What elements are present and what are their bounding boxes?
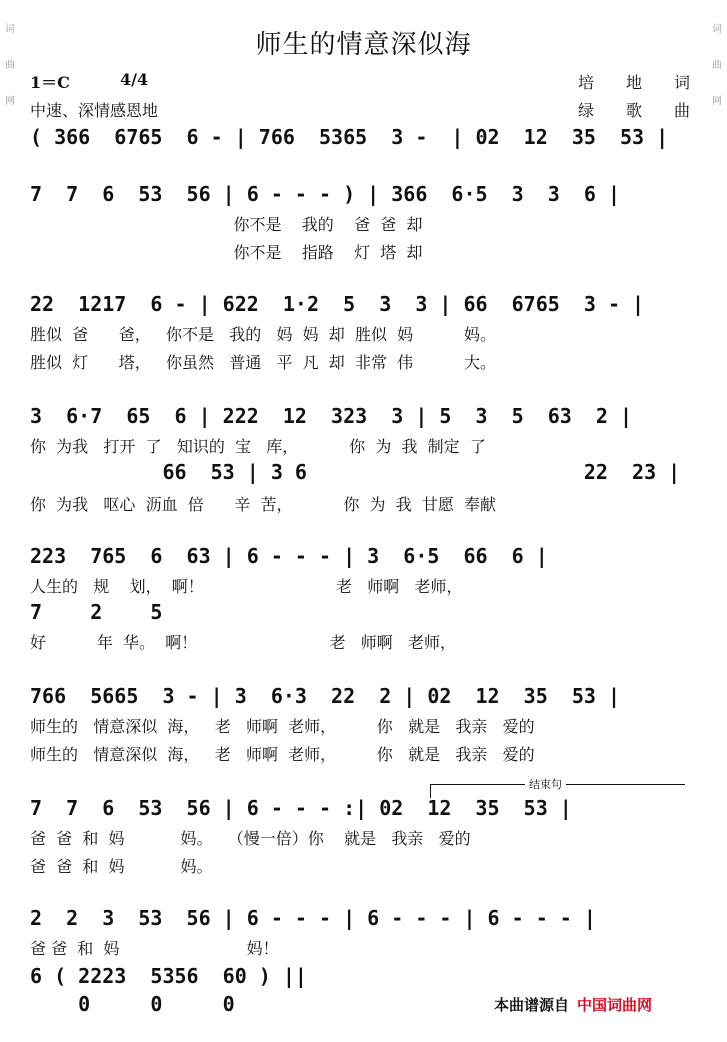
notation-row-4: 3 6·7 65 6 | 222 12 323 3 | 5 3 5 63 2 | [30,404,633,428]
notation-row-3: 22 1217 6 - | 622 1·2 5 3 3 | 66 6765 3 - | [30,292,645,316]
watermark-right: 词 曲 网 [712,24,722,107]
tempo-marking: 中速、深情感恩地 [30,101,159,120]
lyric-row-4-alt: 你 为我 呕心 沥血 倍 辛 苦， 你 为 我 甘愿 奉献 [30,495,497,514]
lyricist-credit: 培 地 词 [578,73,691,92]
lyric-row-7-verse-1: 爸 爸 和 妈 妈。 （慢一倍）你 就是 我亲 爱的 [30,829,471,848]
composer-credit: 绿 歌 曲 [578,101,691,120]
ending-label: 结束句 [525,776,566,792]
notation-row-5: 223 765 6 63 | 6 - - - | 3 6·5 66 6 | [30,544,548,568]
source-brand-link[interactable]: 中国词曲网 [577,996,653,1014]
notation-row-5-alt: 7 2 5 [30,600,163,624]
lyric-row-4: 你 为我 打开 了 知识的 宝 库， 你 为 我 制定 了 [30,437,486,456]
source-prefix: 本曲谱源自 [494,996,570,1014]
notation-row-4-alt: 66 53 | 3 6 22 23 | [30,460,681,484]
notation-row-2: 7 7 6 53 56 | 6 - - - ) | 366 6·5 3 3 6 | [30,182,621,206]
lyric-row-8: 爸 爸 和 妈 妈！ [30,939,279,958]
lyric-row-3-verse-2: 胜似 灯 塔， 你虽然 普通 平 凡 却 非常 伟 大。 [30,353,497,372]
notation-row-1: ( 366 6765 6 - | 766 5365 3 - | 02 12 35 53 | [30,125,669,149]
lyric-row-2-verse-1: 你不是 我的 爸 爸 却 [30,215,423,234]
notation-row-9: 6 ( 2223 5356 60 ) || [30,964,307,988]
lyric-row-3-verse-1: 胜似 爸 爸， 你不是 我的 妈 妈 却 胜似 妈 妈。 [30,325,497,344]
notation-row-9-lower: 0 0 0 [30,992,235,1016]
key-signature: 1＝C [30,73,70,92]
lyric-row-5: 人生的 规 划， 啊！ 老 师啊 老师， [30,577,463,596]
lyric-row-6-verse-2: 师生的 情意深似 海， 老 师啊 老师， 你 就是 我亲 爱的 [30,745,535,764]
lyric-row-2-verse-2: 你不是 指路 灯 塔 却 [30,243,423,262]
notation-row-6: 766 5665 3 - | 3 6·3 22 2 | 02 12 35 53 | [30,684,621,708]
lyric-row-6-verse-1: 师生的 情意深似 海， 老 师啊 老师， 你 就是 我亲 爱的 [30,717,535,736]
song-title: 师生的情意深似海 [255,30,472,60]
watermark-left: 词 曲 网 [5,24,15,107]
ending-bracket [430,778,685,792]
source-credit [494,994,652,1015]
notation-row-7: 7 7 6 53 56 | 6 - - - :| 02 12 35 53 | [30,796,572,820]
notation-row-8: 2 2 3 53 56 | 6 - - - | 6 - - - | 6 - - - | [30,906,596,930]
lyric-row-7-verse-2: 爸 爸 和 妈 妈。 [30,857,213,876]
lyric-row-5-alt: 好 年 华。 啊！ 老 师啊 老师， [30,633,456,652]
time-signature: 4/4 [120,70,149,89]
